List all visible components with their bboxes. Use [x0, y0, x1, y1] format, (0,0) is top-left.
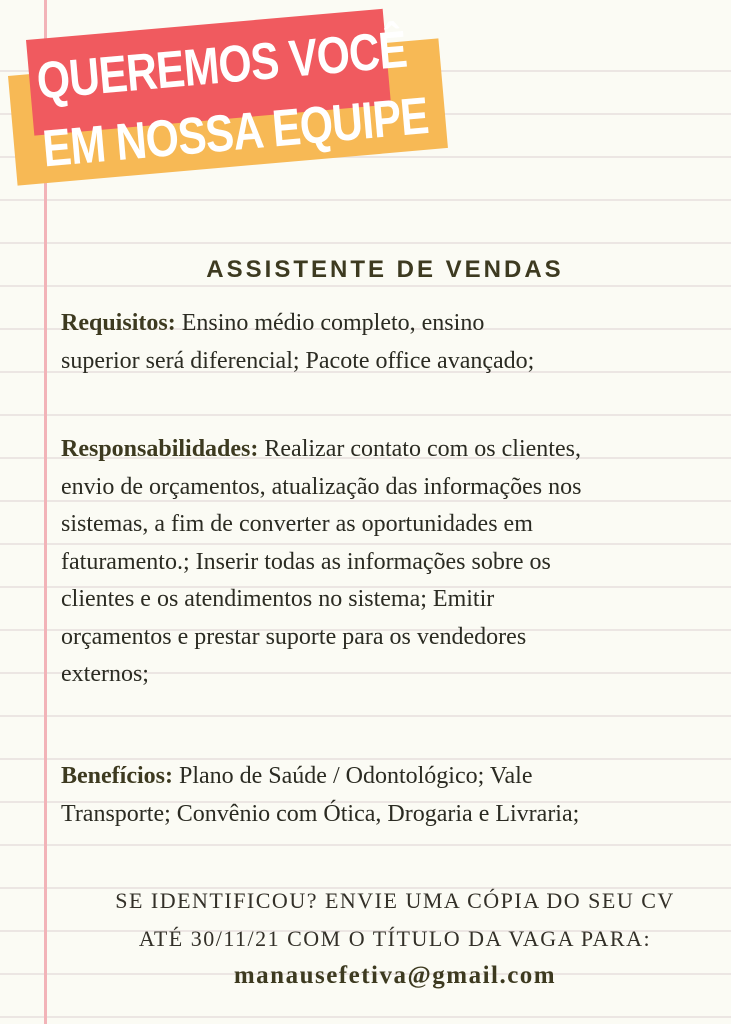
banner-line-2: EM NOSSA EQUIPE [40, 87, 431, 179]
responsibilities-section [61, 431, 711, 694]
responsibilities-line: Realizar contato com os clientes, [258, 436, 581, 462]
requirements-text-1: Ensino médio completo, ensino [175, 310, 485, 336]
responsibilities-line: externos; [61, 661, 149, 687]
responsibilities-label: Responsabilidades: [61, 436, 259, 462]
cta-line-2: ATÉ 30/11/21 COM O TÍTULO DA VAGA PARA: [138, 926, 652, 951]
call-to-action [60, 882, 730, 958]
banner-line-1: QUEREMOS VOCÊ [34, 20, 409, 111]
benefits-text-1: Plano de Saúde / Odontológico; Vale [172, 763, 533, 789]
responsibilities-line: sistemas, a fim de converter as oportunidades em [61, 511, 533, 537]
benefits-label: Benefícios: [61, 763, 173, 789]
requirements-label: Requisitos: [61, 310, 176, 336]
responsibilities-line: orçamentos e prestar suporte para os vendedores [61, 623, 527, 650]
job-title: ASSISTENTE DE VENDAS [206, 256, 564, 283]
responsibilities-line: envio de orçamentos, atualização das informações nos [61, 473, 582, 500]
responsibilities-line: faturamento.; Inserir todas as informações sobre os [61, 548, 551, 575]
requirements-text-2: superior será diferencial; Pacote office avançado; [61, 347, 535, 374]
benefits-text-2: Transporte; Convênio com Ótica, Drogaria e Livraria; [61, 800, 580, 827]
cta-line-1: SE IDENTIFICOU? ENVIE UMA CÓPIA DO SEU CV [115, 888, 675, 913]
contact-email: manausefetiva@gmail.com [233, 962, 557, 989]
benefits-section [61, 758, 711, 833]
responsibilities-line: clientes e os atendimentos no sistema; Emitir [61, 586, 495, 612]
requirements-section [61, 305, 711, 380]
